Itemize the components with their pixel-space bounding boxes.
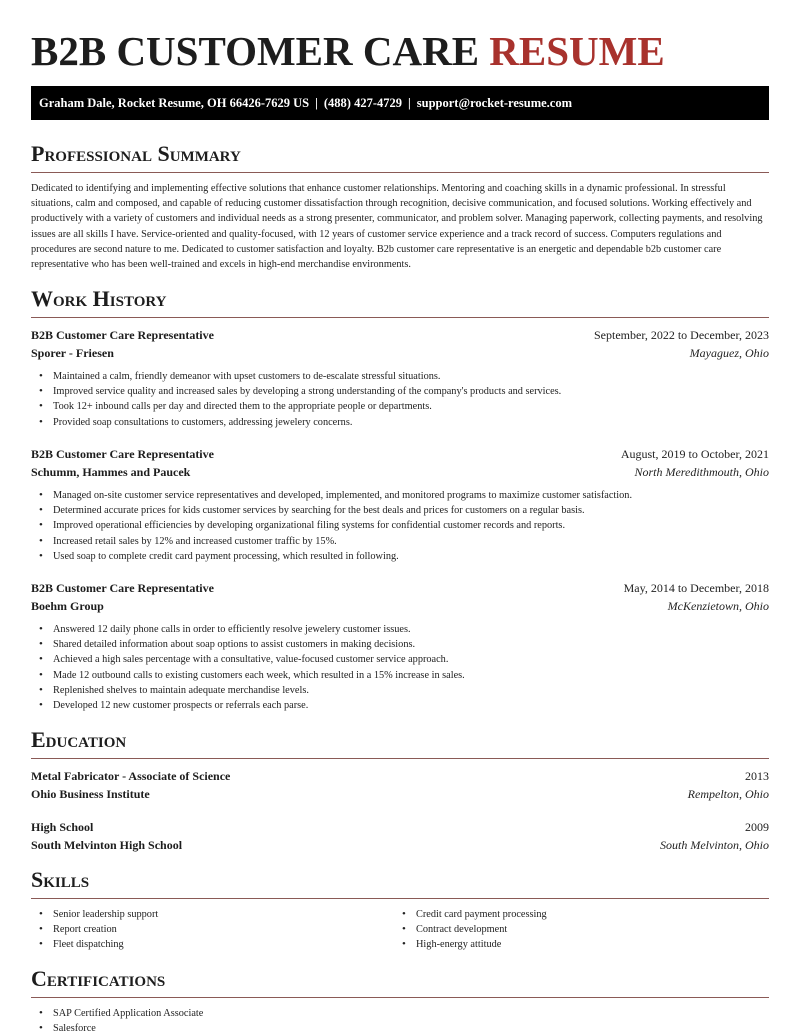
certification-item: • Salesforce	[53, 1021, 203, 1036]
section-divider	[31, 898, 769, 899]
title-accent: RESUME	[489, 28, 665, 74]
list-item: • Took 12+ inbound calls per day and directed them to the appropriate people or departments.	[53, 399, 561, 414]
education-school: South Melvinton High School	[31, 838, 183, 852]
job-title: B2B Customer Care Representative	[31, 447, 214, 461]
job-title-row	[31, 446, 769, 463]
certifications-list	[31, 1006, 203, 1036]
job-title: B2B Customer Care Representative	[31, 581, 214, 595]
section-divider	[31, 317, 769, 318]
job-company: Sporer - Friesen	[31, 346, 114, 360]
list-item: • Made 12 outbound calls to existing customers each week, which resulted in a 15% increase in sales.	[53, 668, 465, 683]
section-divider	[31, 172, 769, 173]
contact-bar	[31, 86, 769, 120]
skill-item: • Senior leadership support	[53, 907, 158, 922]
section-title-education: Education	[31, 727, 127, 752]
section-divider	[31, 997, 769, 998]
education-school: Ohio Business Institute	[31, 787, 150, 801]
job-bullets	[31, 488, 632, 564]
list-item: • Answered 12 daily phone calls in order to efficiently resolve jewelery customer issues.	[53, 622, 465, 637]
list-item: • Achieved a high sales percentage with a consultative, value-focused customer service approach.	[53, 652, 465, 667]
skills-left-list	[31, 907, 158, 953]
list-item: • Developed 12 new customer prospects or referrals each parse.	[53, 698, 465, 713]
education-degree-row	[31, 768, 769, 785]
job-bullets	[31, 369, 561, 430]
education-year: 2013	[745, 769, 769, 783]
education-school-row	[31, 786, 769, 803]
skill-item: • Fleet dispatching	[53, 937, 158, 952]
list-item: • Determined accurate prices for kids customer services by searching for the best deals and prices for customers on a regular basis.	[53, 503, 632, 518]
job-title-row	[31, 580, 769, 597]
job-company-row	[31, 345, 769, 362]
list-item: • Managed on-site customer service representatives and developed, implemented, and monitored programs to maximize customer satisfaction.	[53, 488, 632, 503]
education-location: South Melvinton, Ohio	[660, 838, 769, 852]
job-bullets	[31, 622, 465, 713]
job-company: Schumm, Hammes and Paucek	[31, 465, 191, 479]
list-item: • Used soap to complete credit card payment processing, which resulted in following.	[53, 549, 632, 564]
education-degree-row	[31, 819, 769, 836]
skill-item: • Credit card payment processing	[416, 907, 547, 922]
section-divider	[31, 758, 769, 759]
job-location: McKenzietown, Ohio	[667, 599, 769, 613]
contact-phone: (488) 427-4729	[323, 96, 403, 110]
job-company: Boehm Group	[31, 599, 104, 613]
list-item: • Improved service quality and increased sales by developing a strong understanding of the company's products and services.	[53, 384, 561, 399]
job-company-row	[31, 464, 769, 481]
education-degree: High School	[31, 820, 94, 834]
contact-address: Graham Dale, Rocket Resume, OH 66426-7629 US	[39, 96, 310, 110]
section-title-skills: Skills	[31, 867, 90, 892]
list-item: • Maintained a calm, friendly demeanor with upset customers to de-escalate stressful situations.	[53, 369, 561, 384]
job-title-row	[31, 327, 769, 344]
job-dates: May, 2014 to December, 2018	[623, 581, 769, 595]
skills-right-list	[394, 907, 547, 953]
section-title-summary: Professional Summary	[31, 141, 241, 166]
contact-separator: |	[408, 96, 411, 110]
job-dates: September, 2022 to December, 2023	[594, 328, 769, 342]
contact-separator: |	[315, 96, 318, 110]
list-item: • Improved operational efficiencies by developing organizational filing systems for confidential customer records and reports.	[53, 518, 632, 533]
list-item: • Shared detailed information about soap options to assist customers in making decisions.	[53, 637, 465, 652]
summary-text: Dedicated to identifying and implementing effective solutions that enhance customer relationships. Mentoring and coaching skills in a dynamic professional. In stressful situations, calm and composed, and capable of reducing customer dissatisfaction through recognition, decisive communication, and focused solutions. Working effectively and productively with a variety of customers and individual needs as a strong presenter, communicator, and problem solver. Managing paperwork, collecting payments, and resolving issues are all skills I have. Service-oriented and quality-focused, with 12 years of customer service experience and a track record of success. Computers regulations and procedures are second nature to me. Dedicated to customer satisfaction and loyalty. B2b customer care representative is an energetic and dependable b2b customer care representative who has been well-trained and excels in high-end merchandise environments.	[31, 183, 763, 271]
section-title-certifications: Certifications	[31, 966, 166, 991]
title-main: B2B CUSTOMER CARE	[31, 28, 480, 74]
list-item: • Replenished shelves to maintain adequate merchandise levels.	[53, 683, 465, 698]
job-location: North Meredithmouth, Ohio	[634, 465, 769, 479]
job-company-row	[31, 598, 769, 615]
education-degree: Metal Fabricator - Associate of Science	[31, 769, 231, 783]
section-title-work-history: Work History	[31, 286, 167, 311]
job-title: B2B Customer Care Representative	[31, 328, 214, 342]
job-dates: August, 2019 to October, 2021	[620, 447, 769, 461]
job-location: Mayaguez, Ohio	[689, 346, 769, 360]
page-title	[31, 28, 665, 74]
contact-email: support@rocket-resume.com	[416, 96, 573, 110]
skill-item: • Contract development	[416, 922, 547, 937]
list-item: • Increased retail sales by 12% and increased customer traffic by 15%.	[53, 534, 632, 549]
skill-item: • Report creation	[53, 922, 158, 937]
education-school-row	[31, 837, 769, 854]
list-item: • Provided soap consultations to customers, addressing jewelery concerns.	[53, 415, 561, 430]
certification-item: • SAP Certified Application Associate	[53, 1006, 203, 1021]
education-location: Rempelton, Ohio	[687, 787, 769, 801]
skill-item: • High-energy attitude	[416, 937, 547, 952]
education-year: 2009	[745, 820, 769, 834]
